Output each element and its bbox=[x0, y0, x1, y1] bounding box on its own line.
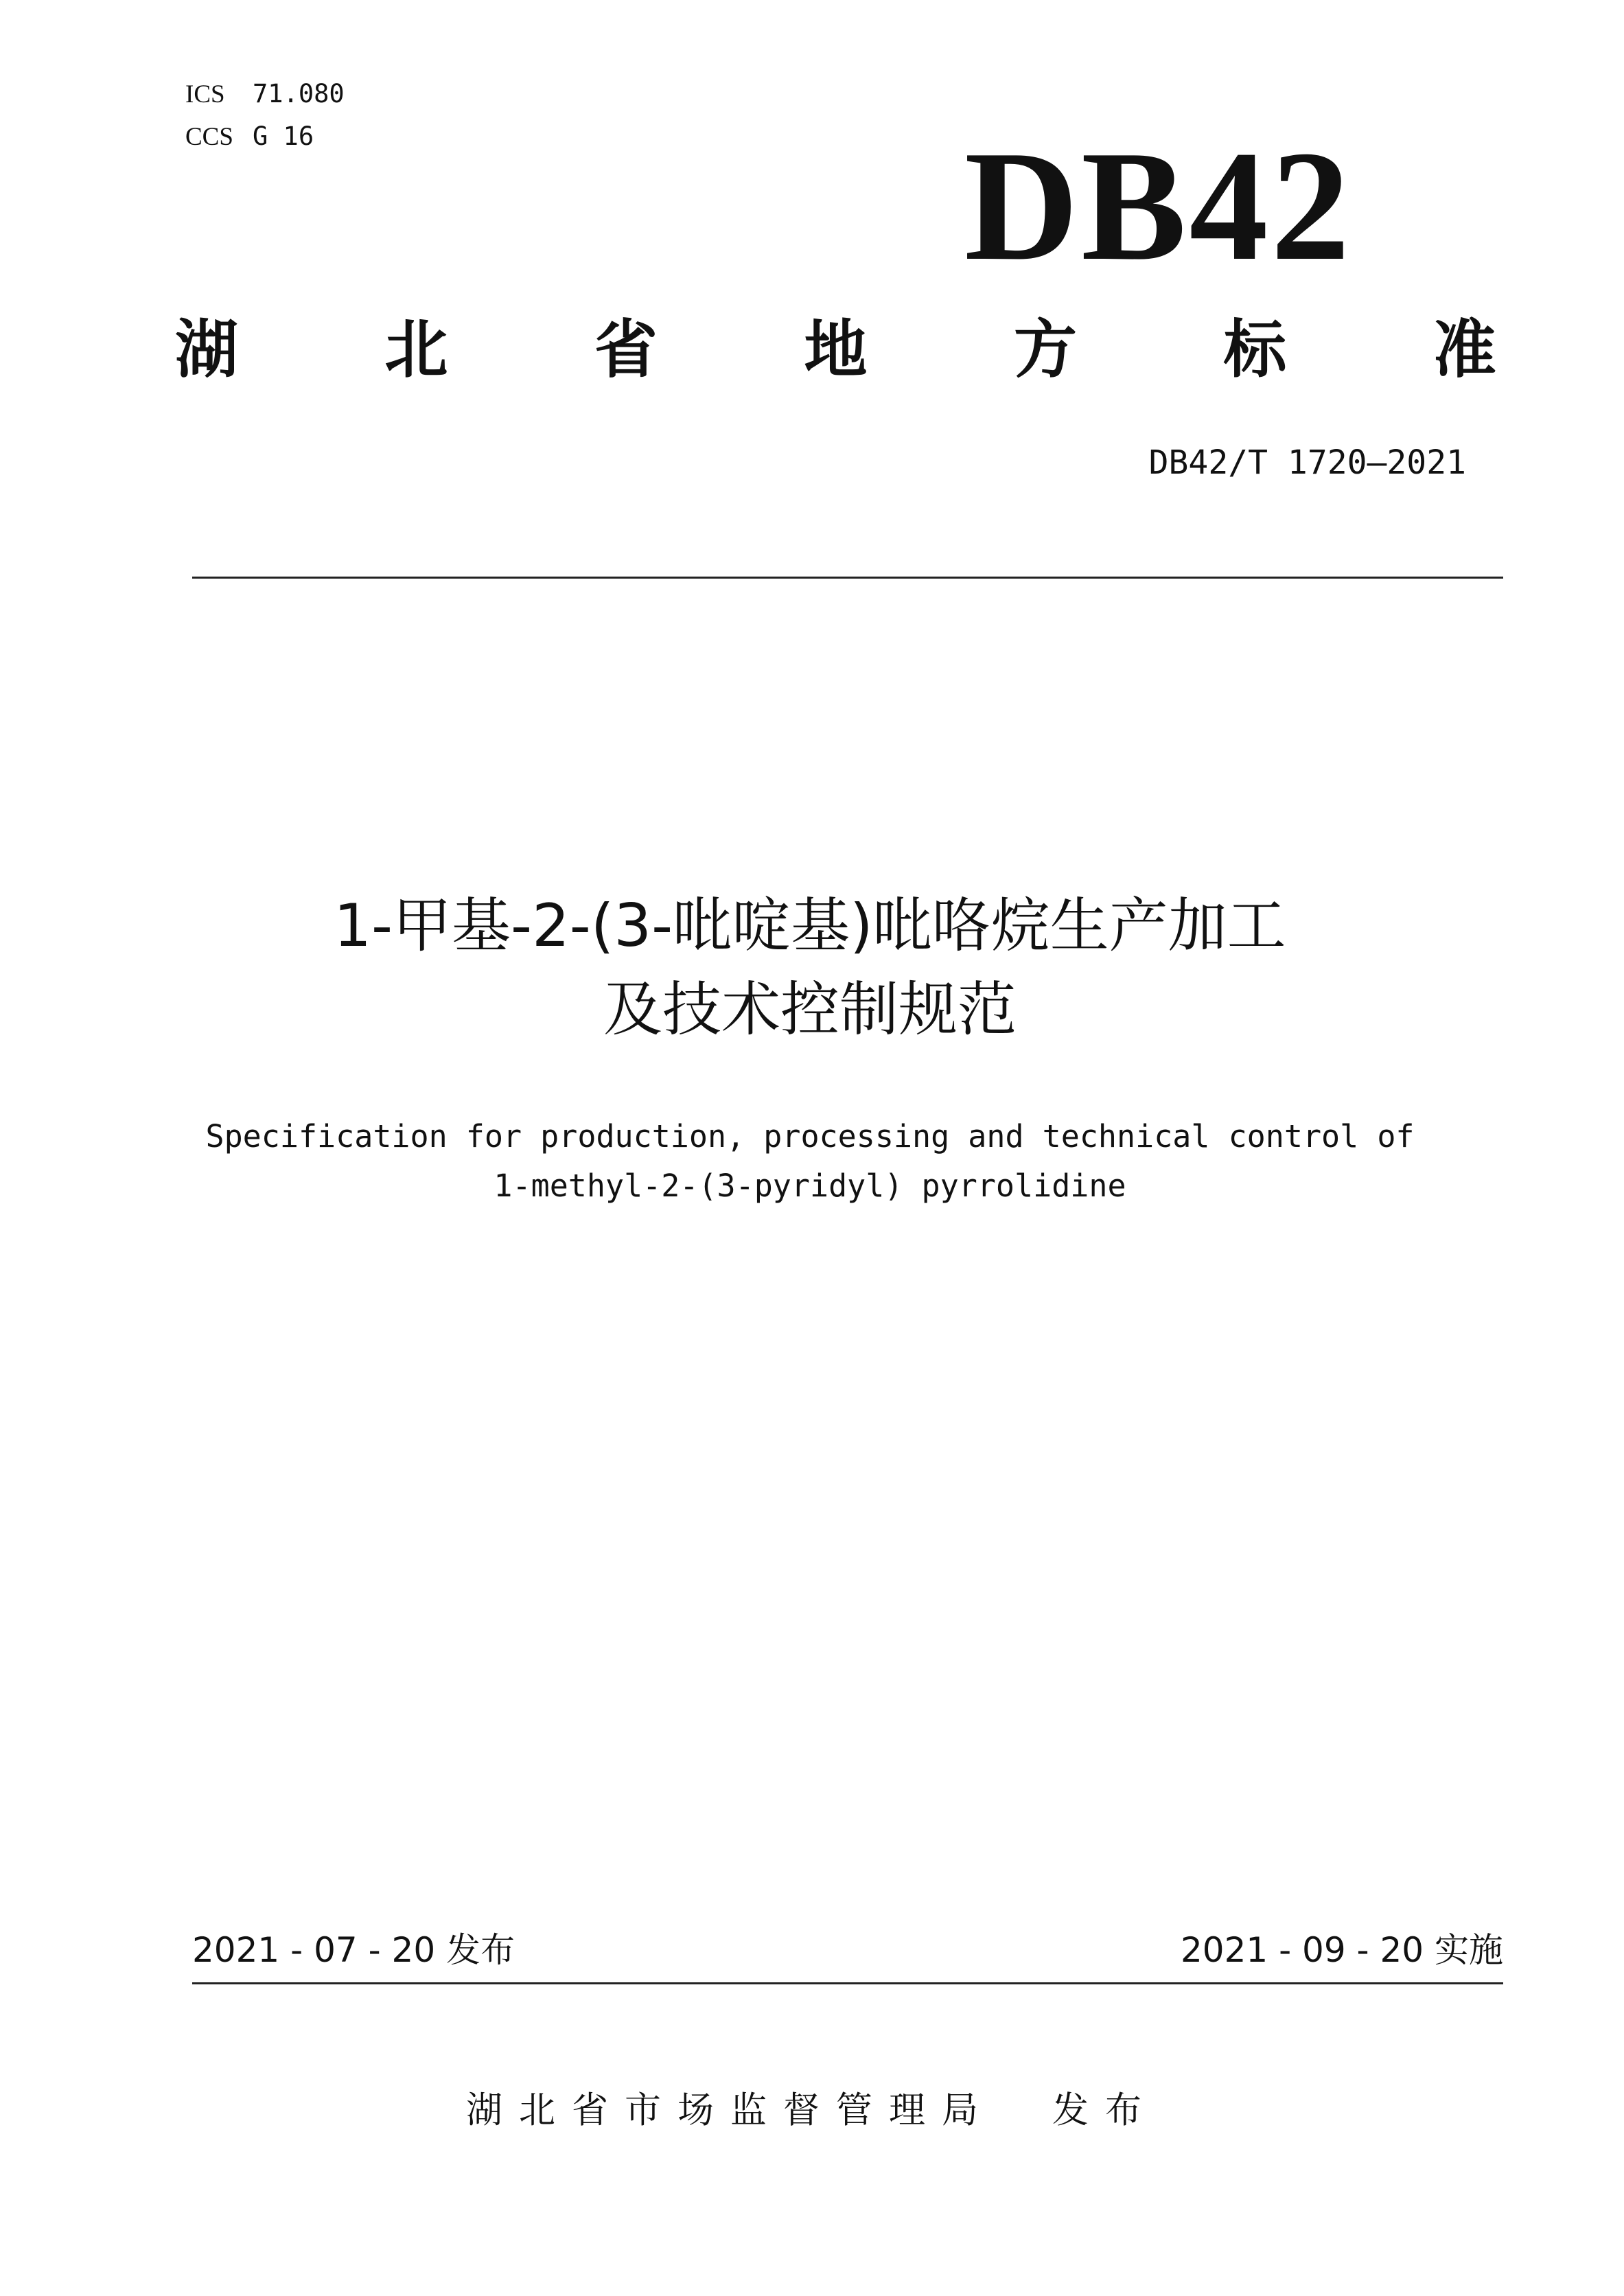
issue-date: 2021 - 07 - 20 发布 bbox=[192, 1930, 515, 1970]
english-title-line-1: Specification for production, processing and technical control of bbox=[205, 1118, 1415, 1155]
ccs-value: G 16 bbox=[253, 121, 314, 151]
top-divider bbox=[192, 577, 1503, 579]
chinese-title-line-2: 及技术控制规范 bbox=[603, 975, 1017, 1044]
bottom-divider bbox=[192, 1982, 1503, 1984]
implementation-date: 2021 - 09 - 20 实施 bbox=[1180, 1930, 1503, 1970]
english-title bbox=[151, 1112, 1469, 1211]
ics-value: 71.080 bbox=[253, 79, 345, 108]
ccs-code bbox=[185, 121, 314, 152]
db42-logo: DB42 bbox=[964, 118, 1353, 293]
publisher-action: 发布 bbox=[1052, 2089, 1158, 2131]
standard-type-char: 湖 bbox=[175, 313, 239, 386]
chinese-title bbox=[151, 884, 1469, 1052]
english-title-line-2: 1-methyl-2-(3-pyridyl) pyrrolidine bbox=[494, 1168, 1126, 1204]
ics-code bbox=[185, 79, 345, 110]
ics-label: ICS bbox=[185, 80, 225, 108]
standard-type-char: 北 bbox=[384, 313, 448, 386]
standard-type-char: 准 bbox=[1432, 313, 1496, 386]
standard-type-char: 地 bbox=[804, 313, 868, 386]
standard-type-char: 标 bbox=[1223, 313, 1287, 386]
standard-type-char: 方 bbox=[1013, 313, 1077, 386]
standard-type-title bbox=[175, 312, 1496, 388]
ccs-label: CCS bbox=[185, 123, 233, 151]
standard-type-char: 省 bbox=[594, 313, 658, 386]
chinese-title-line-1: 1-甲基-2-(3-吡啶基)吡咯烷生产加工 bbox=[334, 892, 1286, 960]
standard-number: DB42/T 1720—2021 bbox=[1148, 443, 1466, 482]
publisher-name: 湖北省市场监督管理局 bbox=[466, 2089, 995, 2131]
publisher-line bbox=[0, 2087, 1624, 2135]
